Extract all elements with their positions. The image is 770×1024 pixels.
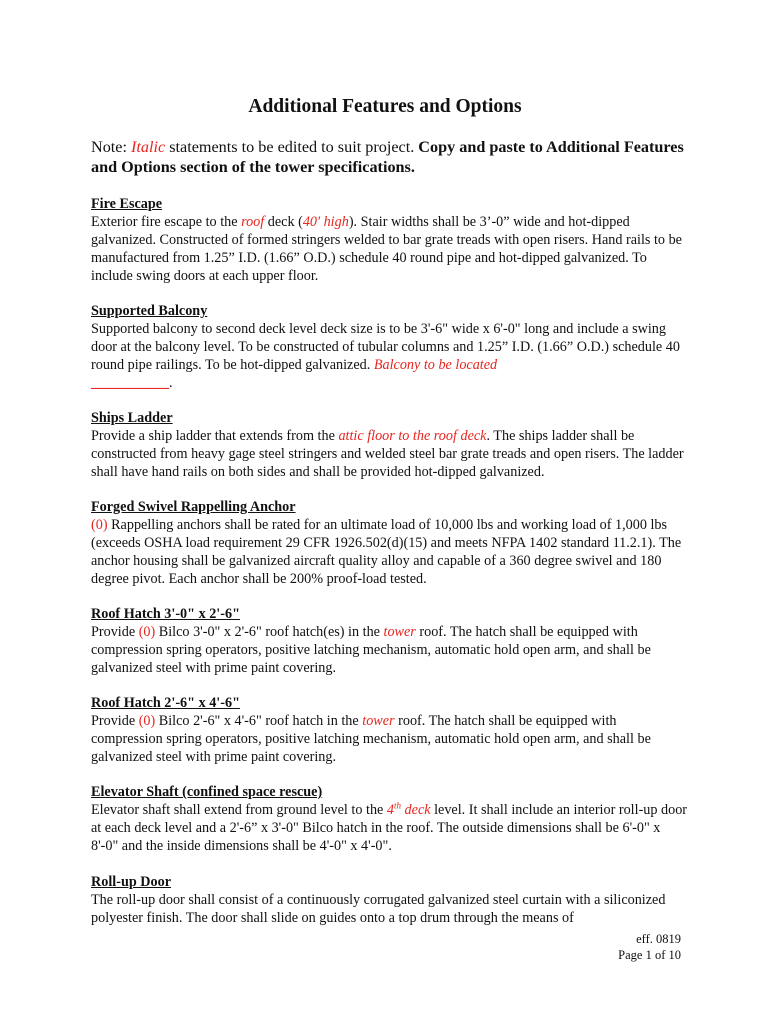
editable-quantity: (0) bbox=[138, 624, 156, 640]
section-supported-balcony bbox=[91, 302, 691, 392]
page-number: Page 1 of 10 bbox=[618, 948, 681, 962]
editable-text: roof bbox=[241, 214, 265, 230]
section-fire-escape bbox=[91, 195, 691, 285]
section-heading: Roof Hatch 3'-0" x 2'-6" bbox=[91, 606, 240, 622]
section-heading: Roof Hatch 2'-6" x 4'-6" bbox=[91, 695, 240, 711]
body-text: . The ships ladder shall be constructed from heavy gage steel stringers and welded steel bar grate treads and open risers. The ladder shall have hand rails on both sides and shall be provided hot-dipped galvanized. bbox=[91, 428, 684, 480]
section-rollup-door bbox=[91, 873, 691, 927]
effective-date: eff. 0819 bbox=[636, 932, 681, 946]
body-text: roof. The hatch shall be equipped with compression spring operators, positive latching mechanism, automatic hold open arm, and shall be galvanized steel with prime paint covering. bbox=[91, 624, 651, 676]
body-text: Bilco 3'-0" x 2'-6" roof hatch(es) in the bbox=[155, 624, 384, 640]
section-heading: Ships Ladder bbox=[91, 410, 173, 426]
section-heading: Elevator Shaft (confined space rescue) bbox=[91, 784, 323, 800]
body-text: Provide bbox=[91, 713, 139, 729]
editable-text-superscript: th bbox=[393, 800, 401, 811]
body-text: Provide a ship ladder that extends from the bbox=[91, 428, 339, 444]
section-roof-hatch-2x4 bbox=[91, 694, 691, 766]
editable-quantity: (0) bbox=[91, 517, 108, 533]
editing-note bbox=[91, 137, 691, 177]
body-text: ). Stair widths shall be 3’-0” wide and hot-dipped galvanized. Constructed of formed stringers welded to bar grate treads with open risers. Hand rails to be manufactured from 1.25” I.D. (1.66” O.D.) schedule 40 round pipe and hot-dipped galvanized. To include swing doors at each upper floor. bbox=[91, 214, 682, 284]
section-elevator-shaft bbox=[91, 783, 691, 855]
body-text: The roll-up door shall consist of a continuously corrugated galvanized steel curtain with a siliconized polyester finish. The door shall slide on guides onto a top drum through the means of bbox=[91, 892, 666, 926]
editable-text: attic floor to the roof deck bbox=[338, 428, 487, 444]
section-rappelling-anchor bbox=[91, 498, 691, 588]
editable-text: 40' high bbox=[302, 214, 349, 230]
body-text: . bbox=[169, 375, 173, 391]
editable-quantity: (0) bbox=[138, 713, 156, 729]
body-text: Provide bbox=[91, 624, 139, 640]
body-text: Bilco 2'-6" x 4'-6" roof hatch in the bbox=[155, 713, 363, 729]
editable-text: 4 bbox=[386, 802, 394, 818]
section-ships-ladder bbox=[91, 409, 691, 481]
note-bold-instruction: Copy and paste to Additional Features and Options section of the tower specifications. bbox=[91, 138, 684, 176]
note-middle: statements to be edited to suit project. bbox=[165, 138, 419, 156]
fill-in-blank: ___________ bbox=[91, 375, 170, 391]
body-text: deck ( bbox=[264, 214, 303, 230]
editable-text: Balcony to be located bbox=[373, 357, 498, 373]
body-text: roof. The hatch shall be equipped with compression spring operators, positive latching mechanism, automatic hold open arm, and shall be galvanized steel with prime paint covering. bbox=[91, 713, 651, 765]
body-text: Elevator shaft shall extend from ground level to the bbox=[91, 802, 387, 818]
page-title: Additional Features and Options bbox=[248, 96, 522, 117]
section-heading: Forged Swivel Rappelling Anchor bbox=[91, 499, 296, 515]
page-footer bbox=[618, 931, 681, 963]
section-heading: Supported Balcony bbox=[91, 303, 208, 319]
section-roof-hatch-3x2 bbox=[91, 605, 691, 677]
section-heading: Roll-up Door bbox=[91, 874, 172, 890]
note-italic-word: Italic bbox=[131, 138, 166, 156]
editable-text: tower bbox=[383, 624, 416, 640]
editable-text: tower bbox=[362, 713, 395, 729]
section-heading: Fire Escape bbox=[91, 196, 163, 212]
body-text: Exterior fire escape to the bbox=[91, 214, 242, 230]
body-text: Supported balcony to second deck level deck size is to be 3'-6" wide x 6'-0" long and include a swing door at the balcony level. To be constructed of tubular columns and 1.25” I.D. (1.66” O.D.) schedule 40 round pipe railings. To be hot-dipped galvanized. bbox=[91, 321, 680, 373]
note-prefix: Note: bbox=[91, 138, 132, 156]
body-text: Rappelling anchors shall be rated for an ultimate load of 10,000 lbs and working load of 1,000 lbs (exceeds OSHA load requirement 29 CFR 1926.502(d)(15) and meets NFPA 1402 standard 11.2.1). The anchor housing shall be galvanized aircraft quality alloy and capable of a 360 degree swivel and 180 degree pivot. Each anchor shall be 200% proof-load tested. bbox=[91, 517, 682, 587]
body-text: level. It shall include an interior roll-up door at each deck level and a 2'-6” x 3'-0" Bilco hatch in the roof. The outside dimensions shall be 6'-0" x 8'-0" and the inside dimensions shall be 4'-0" x 4'-0". bbox=[91, 802, 688, 854]
editable-text: deck bbox=[401, 802, 431, 818]
